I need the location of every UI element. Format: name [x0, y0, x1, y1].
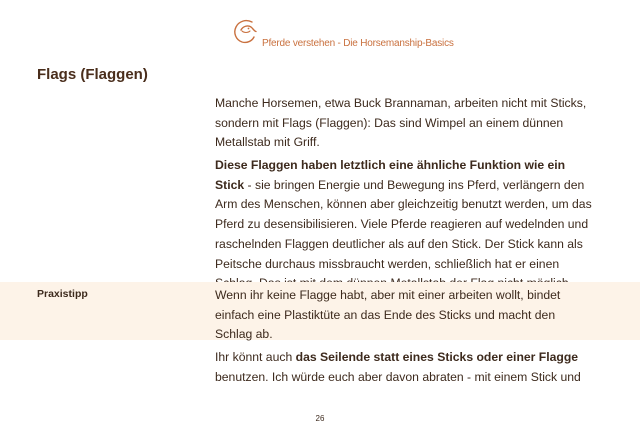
horse-logo-icon — [230, 16, 260, 46]
paragraph-rope-end-start: Ihr könnt auch — [215, 350, 296, 364]
tip-label: Praxistipp — [37, 288, 88, 300]
header-title: Pferde verstehen - Die Horsemanship-Basics — [262, 38, 454, 49]
section-title: Flags (Flaggen) — [37, 66, 148, 83]
paragraph-function-text: - sie bringen Energie und Bewegung ins Pferd, verlängern den Arm des Menschen, können aber gleichzeitig benutzt werden, um das Pferd zu desensibilisieren. Viele Pferde reagieren auf wedelnden und raschelnden Flaggen deutlicher als auf den Stick. Der Stick kann als Peitsche durchaus missbraucht werden, schließlich hat er einen — [215, 177, 592, 271]
paragraph-function-emphasis: Diese Flaggen haben letztlich eine ähnliche Funktion wie ein Stick — [215, 158, 566, 192]
paragraph-intro: Manche Horsemen, etwa Buck Brannaman, arbeiten nicht mit Sticks, sondern mit Flags (Flaggen): Das sind Wimpel an einem dünnen Metallstab mit Griff. — [215, 96, 587, 150]
paragraph-function — [215, 156, 595, 294]
paragraph-rope-end — [215, 348, 595, 387]
tip-text: Wenn ihr keine Flagge habt, aber mit einer arbeiten wollt, bindet einfach eine Plastiktüte an das Ende des Sticks und macht den Schlag ab. — [215, 288, 561, 342]
page-header — [0, 16, 640, 50]
paragraph-rope-end-emphasis: das Seilende statt eines Sticks oder einer Flagge — [295, 350, 579, 364]
paragraph-rope-end-text: benutzen. Ich würde euch aber davon abraten - mit einem Stick und — [215, 369, 581, 384]
page-number: 26 — [315, 414, 325, 423]
